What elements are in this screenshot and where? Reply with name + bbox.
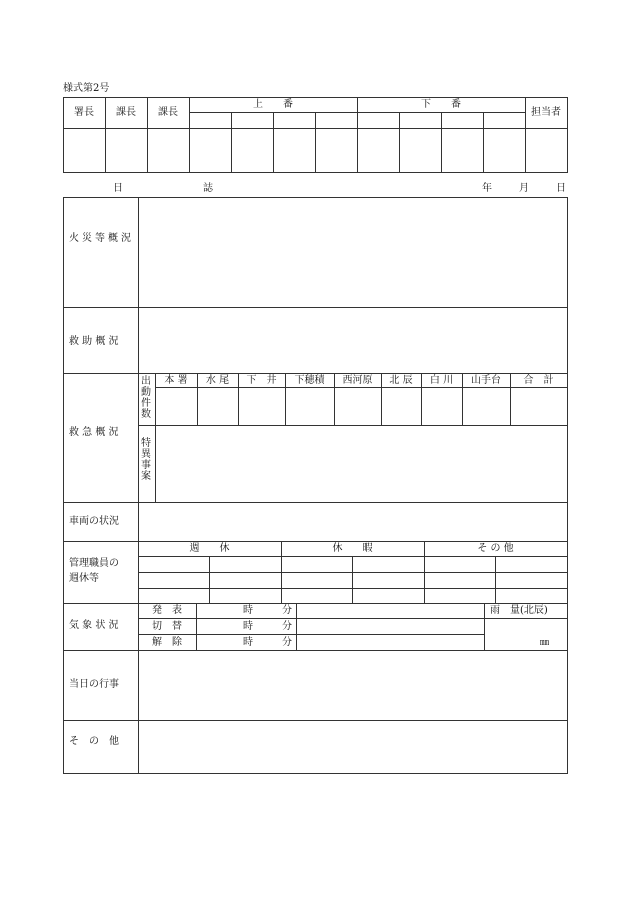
label-rescue: 救 助 概 況 [69, 336, 119, 347]
date-day: 日 [556, 183, 566, 194]
manager-col-weekly: 週 休 [189, 543, 230, 554]
header-tanto: 担当者 [531, 107, 561, 118]
label-fire: 火災等概況 [69, 233, 134, 244]
label-weather: 気 象 状 況 [69, 620, 119, 631]
weather-switch: 切 替 [152, 621, 182, 632]
header-kamiban: 上 番 [253, 99, 293, 110]
weather-minute-3: 分 [282, 637, 292, 648]
weather-clear: 解 除 [152, 637, 182, 648]
header-kacho-1: 課長 [116, 107, 136, 118]
title-shi: 誌 [203, 183, 213, 194]
header-shitaban: 下 番 [421, 99, 461, 110]
manager-col-other: そ の 他 [477, 543, 514, 554]
special-case-label: 特 異 事 案 [141, 438, 151, 482]
label-emergency: 救 急 概 況 [69, 427, 119, 438]
station-nishikawara: 西河原 [342, 375, 373, 386]
station-total: 合 計 [523, 375, 554, 386]
label-other: そ の 他 [69, 736, 119, 747]
header-kacho-2: 課長 [158, 107, 178, 118]
station-shimoi: 下 井 [246, 375, 277, 386]
weather-hour-3: 時 [243, 637, 253, 648]
header-shocho: 署長 [74, 107, 94, 118]
rainfall-label: 雨 量(北辰) [490, 605, 548, 616]
label-manager-1: 管理職員の [69, 558, 119, 569]
station-hokushin: 北 辰 [389, 375, 413, 386]
weather-hour-1: 時 [243, 605, 253, 616]
label-manager-2: 週休等 [69, 573, 99, 584]
station-shirakawa: 白 川 [429, 375, 454, 386]
station-mizuo: 水 尾 [205, 375, 230, 386]
station-shimohozumi: 下穂積 [294, 375, 325, 386]
label-events: 当日の行事 [69, 679, 119, 690]
date-year: 年 [482, 183, 492, 194]
station-yamatedai: 山手台 [471, 375, 501, 386]
label-vehicle: 車両の状況 [69, 516, 119, 527]
weather-minute-1: 分 [282, 605, 292, 616]
weather-minute-2: 分 [282, 621, 292, 632]
title-nichi: 日 [113, 183, 123, 194]
weather-hour-2: 時 [243, 621, 253, 632]
rainfall-unit: ㎜ [540, 638, 550, 648]
station-honsho: 本 署 [164, 375, 188, 386]
manager-col-leave: 休 暇 [332, 543, 373, 554]
weather-announce: 発 表 [152, 605, 182, 616]
dispatch-count-label: 出 動 件 数 [141, 376, 151, 420]
form-number: 様式第2号 [63, 83, 110, 94]
date-month: 月 [519, 183, 529, 194]
